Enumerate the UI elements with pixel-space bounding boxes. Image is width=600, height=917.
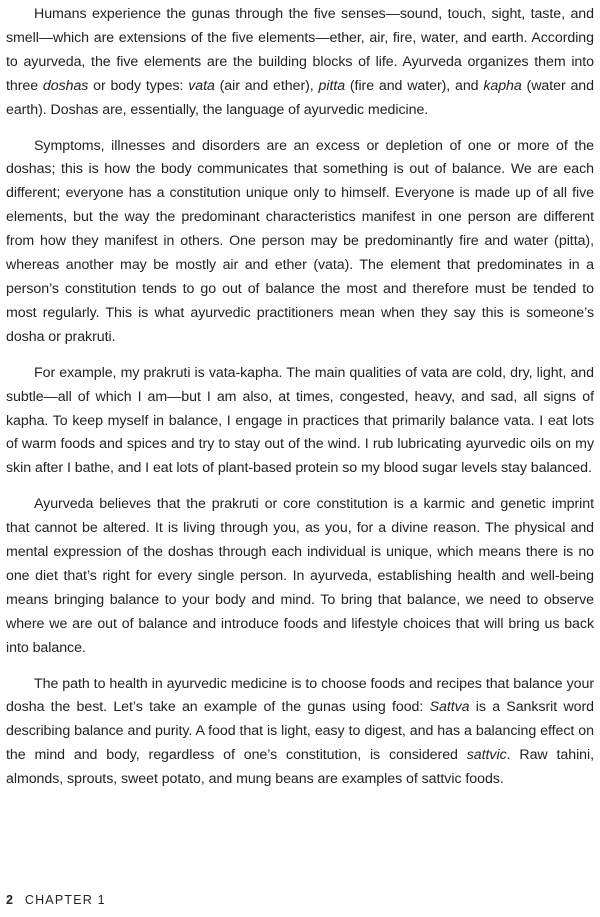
text-run: is a Sanksrit word describing balance and purity. A food that is light, easy to digest, and has a balancing effect on the mind and body, regardless of one’s constitution, is considered — [6, 699, 594, 764]
text-run: (air and ether), — [214, 77, 319, 94]
paragraph — [6, 135, 594, 350]
italic-term: Sattva — [429, 699, 470, 716]
text-run: For example, my prakruti is vata-kapha. The main qualities of vata are cold, dry, light, and subtle—all of which I am—but I am also, at times, congested, heavy, and sad, all signs of kapha. To keep myself in balance, I engage in practices that primarily balance vata. I eat lots of warm foods and spices and try to stay out of the wind. I rub lubricating ayurvedic oils on my skin after I bathe, and I eat lots of plant-based protein so my blood sugar levels stay balanced. — [6, 364, 594, 477]
text-run: The path to health in ayurvedic medicine is to choose foods and recipes that balance your dosha the best. Let’s take an example of the gunas using food: — [6, 675, 594, 716]
italic-term: sattvic — [466, 747, 507, 764]
paragraph — [6, 362, 594, 482]
text-run: (water and earth). Doshas are, essentially, the language of ayurvedic medicine. — [6, 77, 594, 118]
text-run: or body types: — [88, 77, 189, 94]
italic-term: kapha — [483, 77, 522, 94]
body-text — [6, 3, 594, 804]
italic-term: doshas — [42, 77, 89, 94]
paragraph — [6, 673, 594, 793]
page-number: 2 — [6, 893, 15, 907]
text-run: Ayurveda believes that the prakruti or core constitution is a karmic and genetic imprint that cannot be altered. It is living through you, as you, for a divine reason. The physical and mental expression of the doshas through each individual is unique, which means there is no one diet that’s right for every single person. In ayurveda, establishing health and well-being means bringing balance to your body and mind. To bring that balance, we need to observe where we are out of balance and introduce foods and lifestyle choices that will bring us back into balance. — [6, 496, 594, 656]
italic-term: pitta — [318, 77, 346, 94]
paragraph — [6, 3, 594, 123]
paragraph — [6, 493, 594, 660]
text-run: (fire and water), and — [345, 77, 484, 94]
text-run: Humans experience the gunas through the five senses—sound, touch, sight, taste, and smell—which are extensions of the five elements—ether, air, fire, water, and earth. According to ayurveda, the five elements are the building blocks of life. Ayurveda organizes them into three — [6, 6, 594, 94]
text-run: . Raw tahini, almonds, sprouts, sweet potato, and mung beans are examples of sattvic foods. — [6, 747, 594, 788]
chapter-label: CHAPTER 1 — [24, 893, 106, 907]
page-footer — [6, 893, 106, 907]
text-run: Symptoms, illnesses and disorders are an excess or depletion of one or more of the doshas; this is how the body communicates that something is out of balance. We are each different; everyone has a constitution unique only to himself. Everyone is made up of all five elements, but the way the predominant characteristics manifest in one person are different from how they manifest in others. One person may be predominantly fire and water (pitta), whereas another may be mostly air and ether (vata). The element that predominates in a person’s constitution tends to go out of balance the most and therefore must be tended to most regularly. This is what ayurvedic practitioners mean when they say this is someone’s dosha or prakruti. — [6, 137, 594, 345]
italic-term: vata — [188, 77, 215, 94]
